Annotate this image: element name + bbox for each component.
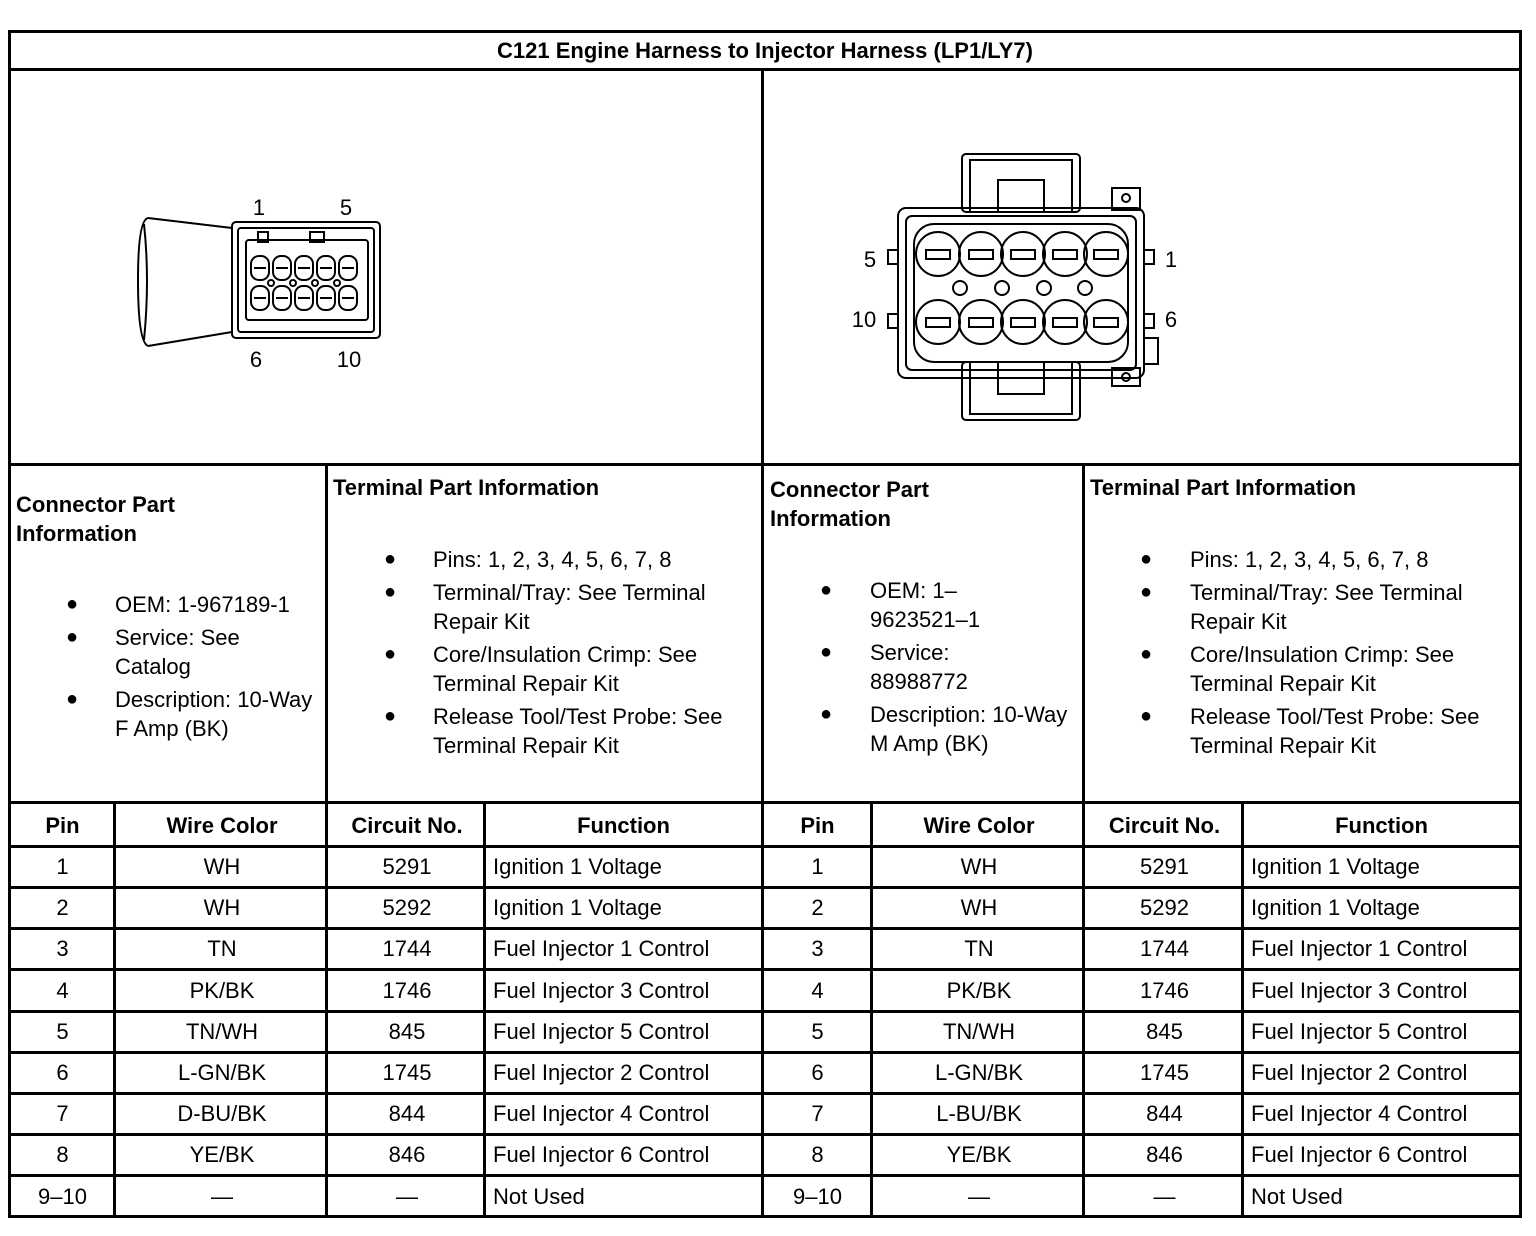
table-cell-pin: 3 xyxy=(811,936,824,961)
list-item: ● Description: 10-Way F Amp (BK) xyxy=(66,687,313,741)
table-cell-wire-color: WH xyxy=(203,895,241,920)
table-cell-circuit-no: 1746 xyxy=(382,977,432,1003)
table-cell-circuit-no: 844 xyxy=(388,1101,426,1126)
table-cell-wire-color: WH xyxy=(203,854,241,879)
table-cell-function: Ignition 1 Voltage xyxy=(493,895,662,920)
table-cell-function: Fuel Injector 6 Control xyxy=(493,1142,710,1167)
table-cell-wire-color: WH xyxy=(960,895,998,920)
table-cell-pin: 4 xyxy=(811,977,824,1003)
table-header-wire-color-left: Wire Color xyxy=(166,812,278,838)
table-cell-function: Fuel Injector 3 Control xyxy=(493,977,710,1003)
page-title: C121 Engine Harness to Injector Harness (LP1/LY7) xyxy=(497,38,1033,63)
table-cell-function: Fuel Injector 3 Control xyxy=(1251,977,1468,1003)
list-item: ● Service: See Catalog xyxy=(66,625,240,679)
table-header-pin-right: Pin xyxy=(800,812,835,838)
table-cell-function: Fuel Injector 5 Control xyxy=(493,1019,710,1044)
left-connector-info-list xyxy=(66,590,316,747)
table-cell-circuit-no: 845 xyxy=(1146,1019,1183,1044)
table-cell-circuit-no: 5292 xyxy=(1140,895,1189,920)
table-cell-circuit-no: 1745 xyxy=(382,1060,432,1085)
pin-label-6: 6 xyxy=(249,347,263,372)
male-connector-diagram xyxy=(880,150,1170,425)
table-cell-function: Fuel Injector 2 Control xyxy=(493,1060,710,1085)
pin-label-1: 1 xyxy=(252,195,266,220)
table-cell-wire-color: — xyxy=(968,1184,990,1209)
table-cell-circuit-no: — xyxy=(1153,1184,1176,1209)
right-connector-info-heading: Connector Part Information xyxy=(770,477,929,531)
pin-label-10-right: 10 xyxy=(851,307,877,332)
table-cell-circuit-no: 846 xyxy=(1146,1142,1183,1167)
pin-label-5: 5 xyxy=(339,195,353,220)
list-item: ● OEM: 1-967189-1 xyxy=(66,592,290,617)
list-item: ● OEM: 1–9623521–1 xyxy=(820,578,981,632)
table-cell-circuit-no: 1744 xyxy=(1140,936,1189,961)
table-cell-wire-color: PK/BK xyxy=(946,977,1012,1003)
table-cell-pin: 3 xyxy=(56,936,69,961)
left-connector-info-heading: Connector Part Information xyxy=(16,492,175,546)
table-cell-circuit-no: 1746 xyxy=(1140,977,1189,1003)
table-header-wire-color-right: Wire Color xyxy=(923,812,1035,838)
left-terminal-info-heading: Terminal Part Information xyxy=(333,475,600,500)
table-cell-wire-color: L-GN/BK xyxy=(934,1060,1024,1085)
table-cell-function: Fuel Injector 4 Control xyxy=(493,1101,710,1126)
left-terminal-info-list xyxy=(384,545,754,764)
table-cell-wire-color: — xyxy=(211,1184,233,1209)
table-cell-wire-color: YE/BK xyxy=(946,1142,1012,1167)
table-header-circuit-no-left: Circuit No. xyxy=(351,812,463,838)
table-cell-pin: 2 xyxy=(811,895,824,920)
table-header-circuit-no-right: Circuit No. xyxy=(1108,812,1221,838)
right-terminal-info-list xyxy=(1140,545,1514,764)
table-cell-function: Fuel Injector 1 Control xyxy=(1251,936,1468,961)
table-cell-function: Not Used xyxy=(1251,1184,1343,1209)
table-cell-circuit-no: 5291 xyxy=(382,854,432,879)
table-cell-circuit-no: 846 xyxy=(388,1142,426,1167)
pin-label-10: 10 xyxy=(336,347,362,372)
table-cell-pin: 7 xyxy=(811,1101,824,1126)
table-cell-wire-color: L-BU/BK xyxy=(936,1101,1022,1126)
pin-label-6-right: 6 xyxy=(1164,307,1178,332)
table-cell-circuit-no: 844 xyxy=(1146,1101,1183,1126)
list-item: ● Description: 10-Way M Amp (BK) xyxy=(820,702,1068,756)
table-cell-pin: 2 xyxy=(56,895,69,920)
pin-label-5-right: 5 xyxy=(863,247,877,272)
table-cell-circuit-no: 1744 xyxy=(382,936,432,961)
table-cell-function: Ignition 1 Voltage xyxy=(1251,895,1420,920)
table-cell-pin: 1 xyxy=(811,854,824,879)
table-cell-wire-color: TN xyxy=(964,936,994,961)
table-cell-circuit-no: 5292 xyxy=(382,895,432,920)
list-item: ● Terminal/Tray: See Terminal Repair Kit xyxy=(384,580,706,634)
table-cell-pin: 6 xyxy=(811,1060,824,1085)
right-connector-info-list xyxy=(820,576,1075,762)
table-cell-circuit-no: — xyxy=(396,1184,418,1209)
table-cell-wire-color: TN xyxy=(207,936,237,961)
list-item: ● Release Tool/Test Probe: See Terminal Repair Kit xyxy=(1140,704,1480,758)
table-cell-function: Fuel Injector 1 Control xyxy=(493,936,710,961)
table-cell-pin: 9–10 xyxy=(38,1184,87,1209)
table-cell-function: Not Used xyxy=(493,1184,585,1209)
list-item: ● Pins: 1, 2, 3, 4, 5, 6, 7, 8 xyxy=(384,547,672,572)
table-cell-wire-color: PK/BK xyxy=(189,977,255,1003)
table-cell-pin: 8 xyxy=(56,1142,69,1167)
list-item: ● Release Tool/Test Probe: See Terminal Repair Kit xyxy=(384,704,723,758)
list-item: ● Pins: 1, 2, 3, 4, 5, 6, 7, 8 xyxy=(1140,547,1429,572)
table-cell-circuit-no: 1745 xyxy=(1140,1060,1189,1085)
right-terminal-info-heading: Terminal Part Information xyxy=(1090,475,1357,500)
image-divider xyxy=(8,463,1522,466)
table-cell-function: Fuel Injector 4 Control xyxy=(1251,1101,1468,1126)
table-cell-wire-color: D-BU/BK xyxy=(177,1101,267,1126)
table-cell-function: Ignition 1 Voltage xyxy=(493,854,662,879)
table-header-pin-left: Pin xyxy=(45,812,80,838)
table-cell-function: Fuel Injector 2 Control xyxy=(1251,1060,1468,1085)
table-cell-pin: 5 xyxy=(811,1019,824,1044)
table-cell-pin: 6 xyxy=(56,1060,69,1085)
table-cell-pin: 4 xyxy=(56,977,69,1003)
table-cell-circuit-no: 845 xyxy=(388,1019,426,1044)
list-item: ● Core/Insulation Crimp: See Terminal Repair Kit xyxy=(1140,642,1455,696)
table-header-function-left: Function xyxy=(577,812,670,838)
table-cell-circuit-no: 5291 xyxy=(1140,854,1189,879)
table-cell-pin: 1 xyxy=(56,854,69,879)
list-item: ● Core/Insulation Crimp: See Terminal Repair Kit xyxy=(384,642,698,696)
table-cell-pin: 8 xyxy=(811,1142,824,1167)
table-cell-wire-color: TN/WH xyxy=(942,1019,1016,1044)
table-cell-pin: 5 xyxy=(56,1019,69,1044)
table-cell-function: Ignition 1 Voltage xyxy=(1251,854,1420,879)
table-cell-pin: 9–10 xyxy=(793,1184,842,1209)
table-cell-wire-color: L-GN/BK xyxy=(177,1060,267,1085)
pin-label-1-right: 1 xyxy=(1164,247,1178,272)
table-cell-function: Fuel Injector 6 Control xyxy=(1251,1142,1468,1167)
list-item: ● Service: 88988772 xyxy=(820,640,968,694)
table-header-function-right: Function xyxy=(1335,812,1428,838)
table-cell-wire-color: WH xyxy=(960,854,998,879)
list-item: ● Terminal/Tray: See Terminal Repair Kit xyxy=(1140,580,1463,634)
table-cell-pin: 7 xyxy=(56,1101,69,1126)
table-cell-wire-color: TN/WH xyxy=(185,1019,259,1044)
table-cell-wire-color: YE/BK xyxy=(189,1142,255,1167)
info-divider xyxy=(8,801,1522,804)
table-cell-function: Fuel Injector 5 Control xyxy=(1251,1019,1468,1044)
